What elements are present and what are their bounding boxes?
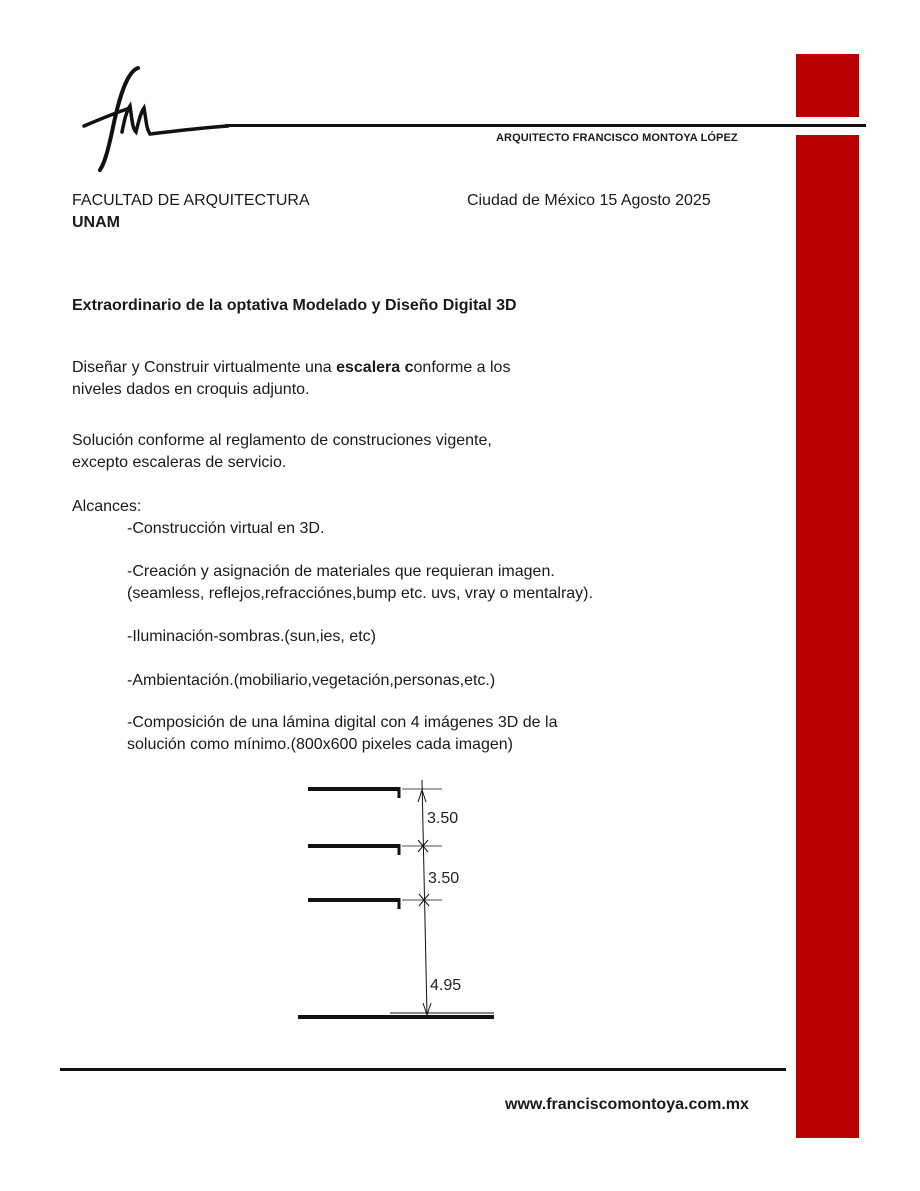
architect-name: ARQUITECTO FRANCISCO MONTOYA LÓPEZ [496, 132, 738, 144]
scope-title: Alcances: [72, 498, 142, 515]
scope-item-continuation: solución como mínimo.(800x600 pixeles cada imagen) [127, 736, 513, 753]
scope-item: -Iluminación-sombras.(sun,ies, etc) [127, 628, 376, 645]
scope-item: -Construcción virtual en 3D. [127, 520, 325, 537]
description-emphasis: escalera c [336, 359, 414, 376]
header-rule [225, 124, 866, 127]
dimension-label: 3.50 [427, 810, 459, 827]
description-line-1 [72, 357, 510, 379]
description-line-2: niveles dados en croquis adjunto. [72, 381, 310, 398]
level-slab [308, 898, 400, 909]
description-text: Diseñar y Construir virtualmente una [72, 359, 337, 376]
website-link[interactable]: www.franciscomontoya.com.mx [505, 1096, 749, 1113]
red-sidebar [796, 135, 859, 1138]
signature-fm-icon [78, 62, 238, 172]
scope-item: -Creación y asignación de materiales que requieran imagen. [127, 563, 555, 580]
document-subject: Extraordinario de la optativa Modelado y Diseño Digital 3D [72, 297, 517, 314]
faculty-name: FACULTAD DE ARQUITECTURA [72, 192, 310, 209]
document-date: Ciudad de México 15 Agosto 2025 [467, 192, 711, 209]
description-text: onforme a los [413, 359, 511, 376]
levels-sketch [290, 770, 520, 1030]
ground-slab [298, 1013, 494, 1017]
level-slab [308, 844, 400, 855]
solution-line-1: Solución conforme al reglamento de construciones vigente, [72, 432, 492, 449]
dimension-label: 4.95 [430, 977, 462, 994]
red-sidebar-top [796, 54, 859, 117]
dimension-label: 3.50 [428, 870, 460, 887]
scope-item: -Ambientación.(mobiliario,vegetación,personas,etc.) [127, 672, 496, 689]
university-name: UNAM [72, 214, 120, 231]
solution-line-2: excepto escaleras de servicio. [72, 454, 287, 471]
footer-rule [60, 1068, 786, 1071]
scope-item: -Composición de una lámina digital con 4 imágenes 3D de la [127, 714, 558, 731]
level-slab [308, 787, 400, 798]
scope-item-continuation: (seamless, reflejos,refracciónes,bump etc. uvs, vray o mentalray). [127, 585, 593, 602]
